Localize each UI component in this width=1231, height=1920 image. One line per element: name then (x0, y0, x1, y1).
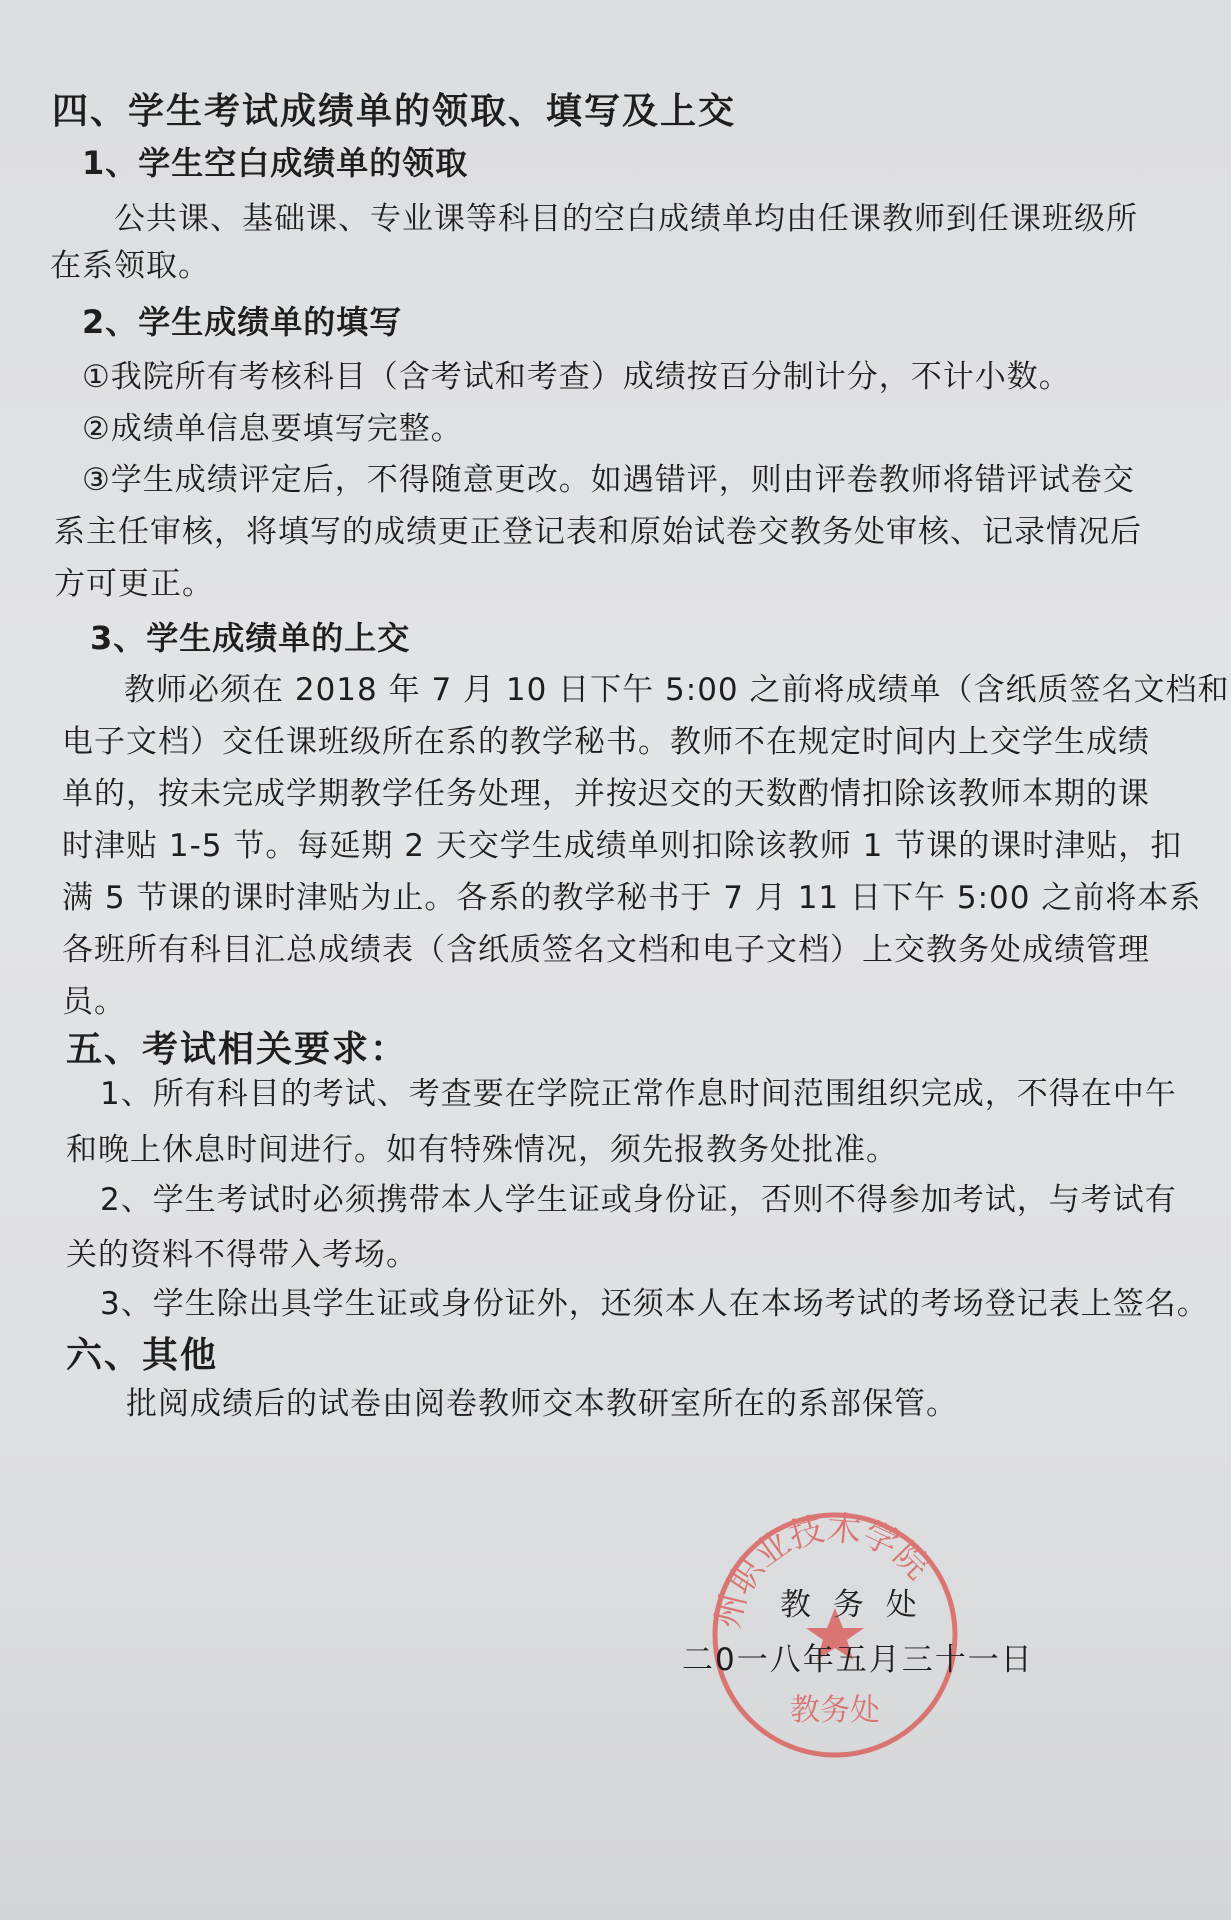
section-5-item-3: 3、学生除出具学生证或身份证外，还须本人在本场考试的考场登记表上签名。 (100, 1286, 1209, 1322)
seal-center-text: 教务处 (790, 1693, 880, 1728)
sub-2-item-3-line-3: 方可更正。 (54, 566, 214, 602)
section-5-item-1-line-1: 1、所有科目的考试、考查要在学院正常作息时间范围组织完成，不得在中午 (100, 1076, 1177, 1112)
official-seal (700, 1500, 970, 1770)
sub-3-para-line-6: 各班所有科目汇总成绩表（含纸质签名文档和电子文档）上交教务处成绩管理 (62, 932, 1150, 968)
signature-office: 教 务 处 (780, 1587, 923, 1623)
section-5-item-2-line-1: 2、学生考试时必须携带本人学生证或身份证，否则不得参加考试，与考试有 (100, 1182, 1177, 1218)
sub-2-item-3-line-1: ③学生成绩评定后，不得随意更改。如遇错评，则由评卷教师将错评试卷交 (82, 462, 1135, 498)
section-4-heading: 四、学生考试成绩单的领取、填写及上交 (52, 91, 737, 132)
sub-3-para-line-7: 员。 (62, 984, 126, 1020)
sub-3-para-line-5: 满 5 节课的课时津贴为止。各系的教学秘书于 7 月 11 日下午 5:00 之前将本系 (62, 880, 1202, 916)
sub-2-title: 2、学生成绩单的填写 (82, 303, 403, 341)
section-6-para: 批阅成绩后的试卷由阅卷教师交本教研室所在的系部保管。 (126, 1386, 958, 1422)
sub-2-item-1: ①我院所有考核科目（含考试和考查）成绩按百分制计分，不计小数。 (82, 359, 1071, 395)
sub-2-item-2: ②成绩单信息要填写完整。 (82, 411, 463, 447)
sub-3-title: 3、学生成绩单的上交 (90, 619, 411, 657)
sub-3-para-line-4: 时津贴 1-5 节。每延期 2 天交学生成绩单则扣除该教师 1 节课的课时津贴，扣 (62, 828, 1183, 864)
sub-3-para-line-2: 电子文档）交任课班级所在系的教学秘书。教师不在规定时间内上交学生成绩 (62, 724, 1150, 760)
sub-1-para-line-2: 在系领取。 (50, 248, 210, 284)
section-5-item-2-line-2: 关的资料不得带入考场。 (66, 1237, 418, 1273)
sub-1-para-line-1: 公共课、基础课、专业课等科目的空白成绩单均由任课教师到任课班级所 (114, 201, 1138, 237)
signature-date: 二0一八年五月三十一日 (682, 1642, 1034, 1678)
section-5-heading: 五、考试相关要求： (66, 1029, 409, 1070)
section-5-item-1-line-2: 和晚上休息时间进行。如有特殊情况，须先报教务处批准。 (66, 1132, 898, 1168)
sub-3-para-line-1: 教师必须在 2018 年 7 月 10 日下午 5:00 之前将成绩单（含纸质签名文档和 (124, 672, 1230, 708)
sub-1-title: 1、学生空白成绩单的领取 (82, 144, 469, 182)
seal-ring-text: 州职业技术学院 (707, 1508, 938, 1633)
sub-2-item-3-line-2: 系主任审核，将填写的成绩更正登记表和原始试卷交教务处审核、记录情况后 (54, 514, 1142, 550)
section-6-heading: 六、其他 (66, 1335, 219, 1376)
sub-3-para-line-3: 单的，按未完成学期教学任务处理，并按迟交的天数酌情扣除该教师本期的课 (62, 776, 1150, 812)
